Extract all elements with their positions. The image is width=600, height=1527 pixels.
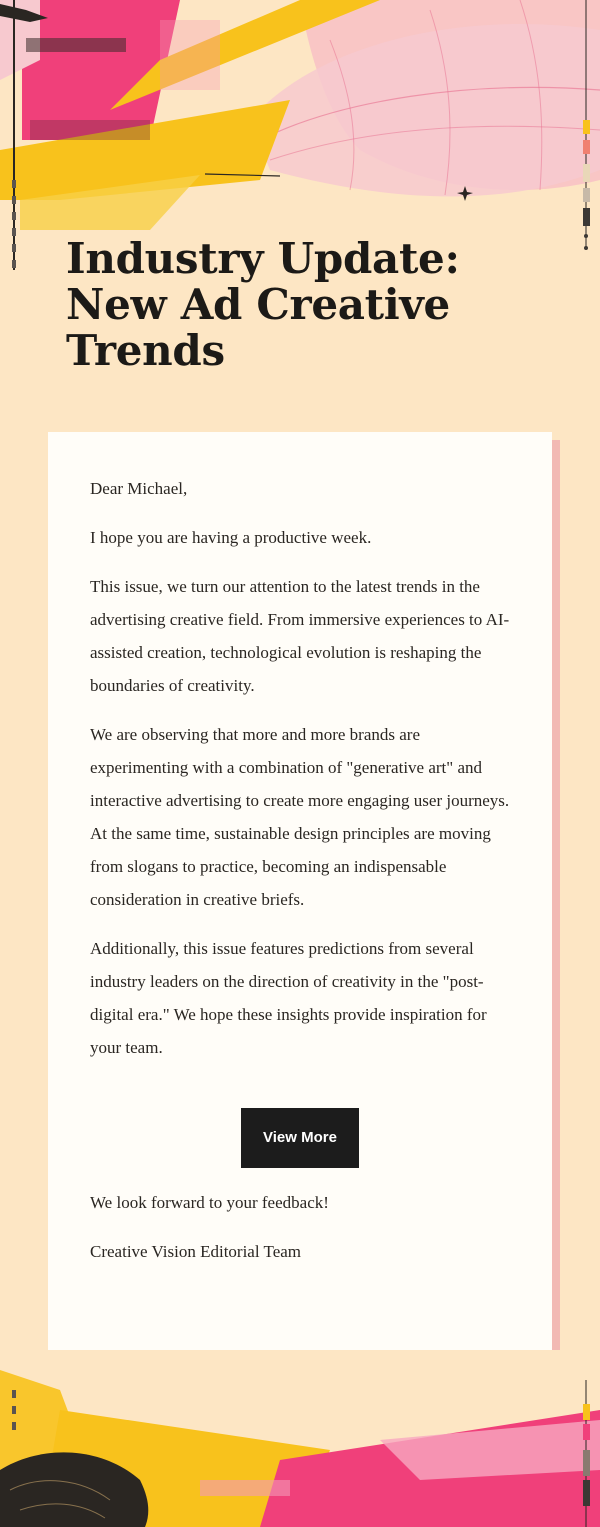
closing-text: We look forward to your feedback! [90, 1193, 329, 1212]
footer-collage-illustration [0, 1350, 600, 1527]
greeting-text: Dear Michael, [90, 479, 188, 498]
body-paragraph: I hope you are having a productive week. [90, 528, 372, 547]
newsletter-headline: Industry Update: New Ad Creative Trends [66, 234, 460, 375]
message-card [48, 432, 552, 1366]
body-paragraph: This issue, we turn our attention to the latest trends in the advertising creative field. From immersive experiences to AI-assisted creation, technological evolution is reshaping the boundaries of creativity. [90, 577, 510, 695]
body-paragraph: We are observing that more and more brands are experimenting with a combination of "generative art" and interactive advertising to create more engaging user journeys. At the same time, sustainable design principles are moving from slogans to practice, becoming an indispensable consideration in creative briefs. [90, 725, 510, 909]
cta-container [90, 1108, 510, 1168]
body-paragraph: Additionally, this issue features predictions from several industry leaders on the direction of creativity in the "post-digital era." We hope these insights provide inspiration for your team. [90, 939, 487, 1057]
signature-text: Creative Vision Editorial Team [90, 1242, 302, 1261]
view-more-button[interactable]: View More [241, 1108, 359, 1168]
